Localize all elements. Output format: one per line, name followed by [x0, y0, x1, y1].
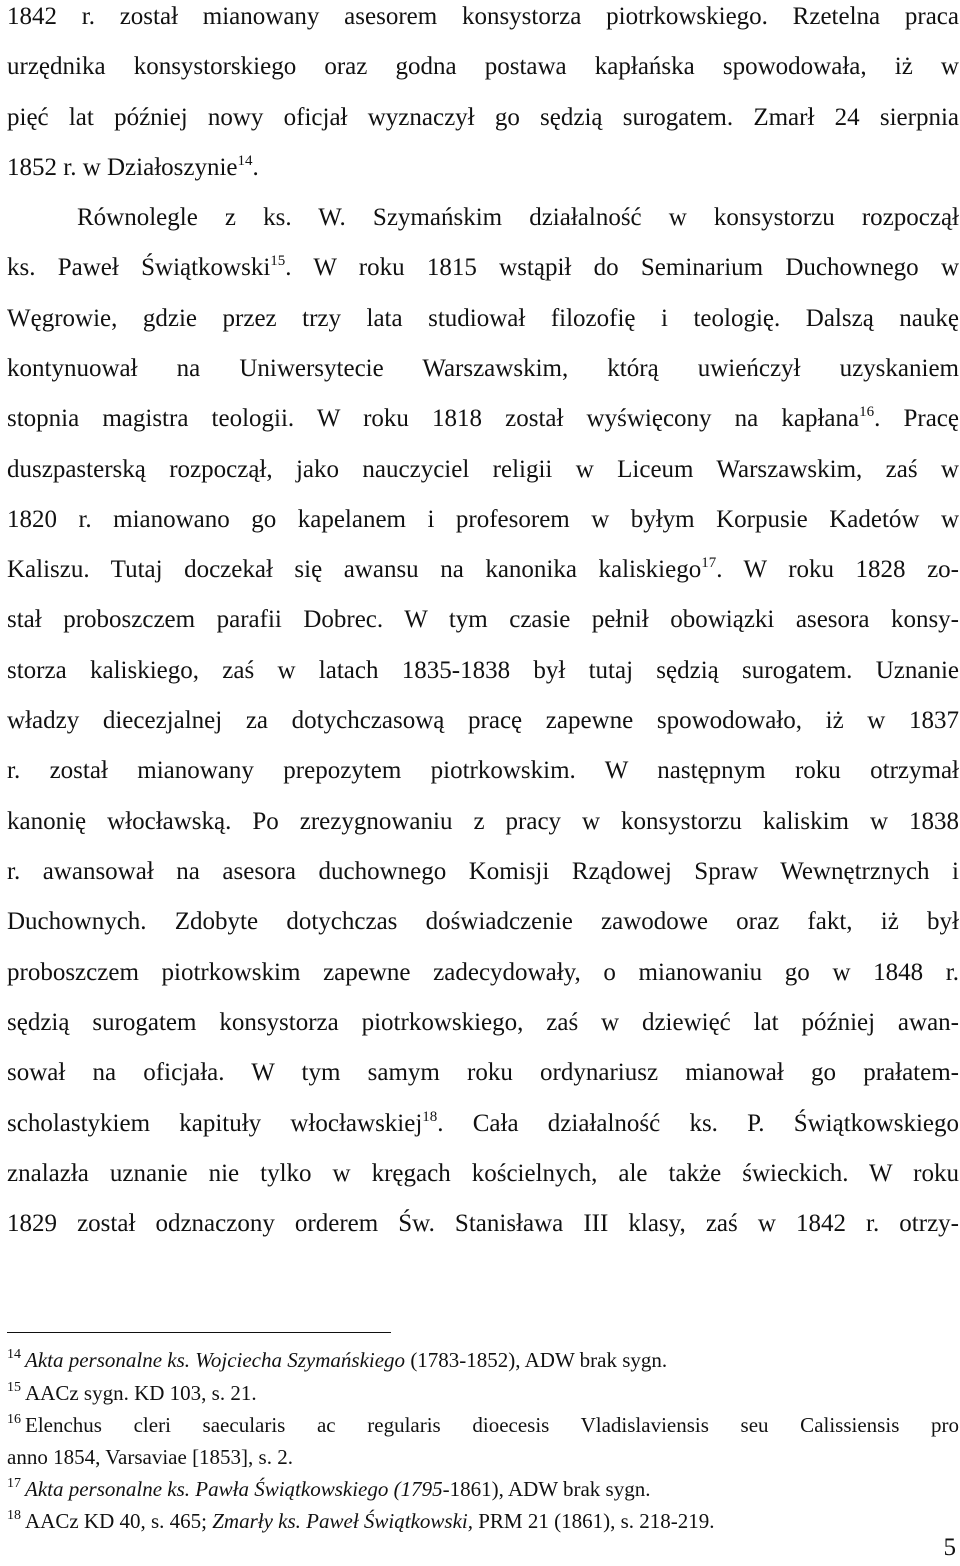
body-line: 1820 r. mianowano go kapelanem i profesorem w byłym Korpusie Kadetów w	[7, 506, 959, 533]
body-line: stopnia magistra teologii. W roku 1818 został wyświęcony na kapłana$^{16}$. Pracę	[7, 404, 959, 432]
paragraph-first-line: Równolegle z ks. W. Szymańskim działalność w konsystorzu rozpoczął	[77, 204, 959, 231]
body-line: kanonię włocławską. Po zrezygnowaniu z pracy w konsystorzu kaliskim w 1838	[7, 808, 959, 835]
footnote-17: $^{17}$ Akta personalne ks. Pawła Świątkowskiego (1795-1861), ADW brak sygn.	[7, 1476, 651, 1501]
footnote-16: $^{16}$ Elenchus cleri saecularis ac regularis dioecesis Vladislaviensis seu Calissiensis pro	[7, 1412, 959, 1437]
body-line: r. awansował na asesora duchownego Komisji Rządowej Spraw Wewnętrznych i	[7, 858, 959, 885]
footnote-18: $^{18}$ AACz KD 40, s. 465; Zmarły ks. Paweł Świątkowski, PRM 21 (1861), s. 218-219.	[7, 1508, 715, 1533]
body-line: storza kaliskiego, zaś w latach 1835-1838 był tutaj sędzią surogatem. Uznanie	[7, 657, 959, 684]
body-line: sował na oficjała. W tym samym roku ordynariusz mianował go prałatem-	[7, 1059, 959, 1086]
body-line: stał proboszczem parafii Dobrec. W tym czasie pełnił obowiązki asesora konsy-	[7, 606, 959, 633]
body-line: 1842 r. został mianowany asesorem konsystorza piotrkowskiego. Rzetelna praca	[7, 3, 959, 30]
body-line: pięć lat później nowy oficjał wyznaczył go sędzią surogatem. Zmarł 24 sierpnia	[7, 104, 959, 131]
body-line: władzy diecezjalnej za dotychczasową pracę zapewne spowodowało, iż w 1837	[7, 707, 959, 734]
body-line: 1829 został odznaczony orderem Św. Stanisława III klasy, zaś w 1842 r. otrzy-	[7, 1210, 959, 1237]
footnote-16-continued: anno 1854, Varsaviae [1853], s. 2.	[7, 1445, 293, 1469]
body-line: kontynuował na Uniwersytecie Warszawskim, którą uwieńczył uzyskaniem	[7, 355, 959, 382]
body-line: Duchownych. Zdobyte dotychczas doświadczenie zawodowe oraz fakt, iż był	[7, 908, 959, 935]
footnote-ref[interactable]: 16	[859, 404, 875, 420]
body-line: proboszczem piotrkowskim zapewne zadecydowały, o mianowaniu go w 1848 r.	[7, 959, 959, 986]
footnote-ref[interactable]: 15	[270, 253, 286, 269]
body-line: duszpasterską rozpoczął, jako nauczyciel religii w Liceum Warszawskim, zaś w	[7, 456, 959, 483]
body-line: ks. Paweł Świątkowski$^{15}$. W roku 1815 wstąpił do Seminarium Duchownego w	[7, 253, 960, 281]
body-line: r. został mianowany prepozytem piotrkowskim. W następnym roku otrzymał	[7, 757, 959, 784]
footnote-ref[interactable]: 17	[701, 555, 717, 571]
footnote-ref[interactable]: 14	[237, 153, 253, 169]
footnote-separator	[7, 1332, 391, 1333]
footnote-ref[interactable]: 18	[422, 1109, 438, 1125]
body-line: urzędnika konsystorskiego oraz godna postawa kapłańska spowodowała, iż w	[7, 53, 959, 80]
body-line: sędzią surogatem konsystorza piotrkowskiego, zaś w dziewięć lat później awan-	[7, 1009, 959, 1036]
body-line: scholastykiem kapituły włocławskiej$^{18}$. Cała działalność ks. P. Świątkowskiego	[7, 1109, 959, 1137]
page-number: 5	[943, 1534, 956, 1561]
footnote-14: $^{14}$ Akta personalne ks. Wojciecha Szymańskiego (1783-1852), ADW brak sygn.	[7, 1347, 668, 1372]
body-line: Kaliszu. Tutaj doczekał się awansu na kanonika kaliskiego$^{17}$. W roku 1828 zo-	[7, 555, 959, 583]
body-line: Węgrowie, gdzie przez trzy lata studiował filozofię i teologię. Dalszą naukę	[7, 305, 959, 332]
body-line: znalazła uznanie nie tylko w kręgach kościelnych, ale także świeckich. W roku	[7, 1160, 959, 1187]
body-line: 1852 r. w Działoszynie$^{14}$.	[7, 153, 259, 181]
footnote-15: $^{15}$ AACz sygn. KD 103, s. 21.	[7, 1380, 257, 1405]
